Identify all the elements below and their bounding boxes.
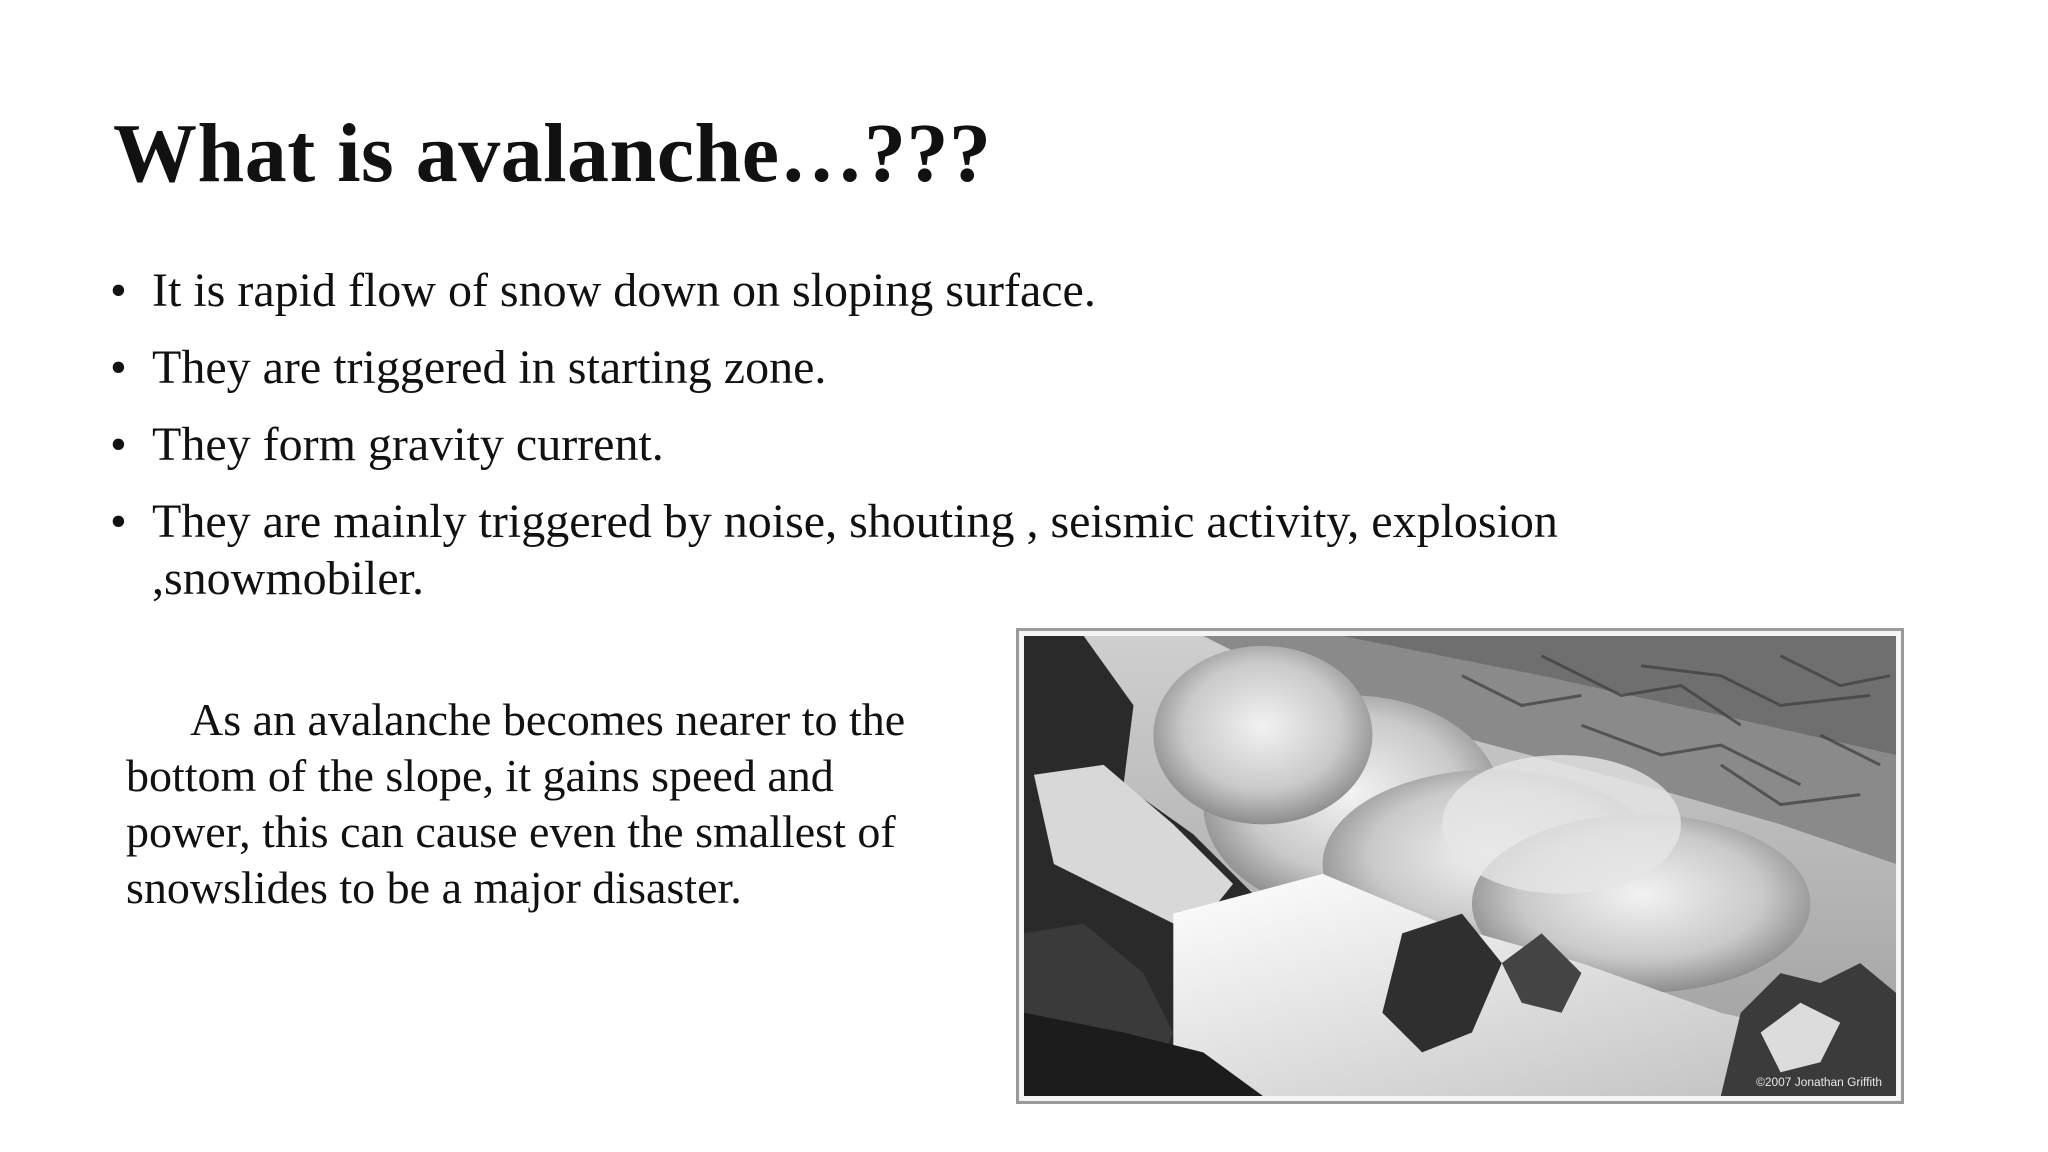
bullet-item	[110, 339, 1730, 396]
bullet-text: It is rapid flow of snow down on sloping surface.	[152, 264, 1096, 317]
bullet-icon: •	[110, 495, 127, 548]
bullet-text: They are triggered in starting zone.	[152, 341, 827, 394]
slide-title: What is avalanche…???	[113, 107, 992, 200]
bullet-item	[110, 416, 1730, 473]
bullet-icon: •	[110, 264, 127, 317]
body-paragraph: As an avalanche becomes nearer to the bottom of the slope, it gains speed and power, this can cause even the smallest of snowslides to be a major disaster.	[126, 694, 906, 913]
bullet-text: They form gravity current.	[152, 418, 664, 471]
bullet-icon: •	[110, 341, 127, 394]
bullet-icon: •	[110, 418, 127, 471]
photo-credit: ©2007 Jonathan Griffith	[1756, 1075, 1883, 1090]
avalanche-photo-illustration	[1024, 636, 1896, 1096]
bullet-item	[110, 493, 1730, 607]
bullet-text: They are mainly triggered by noise, shouting , seismic activity, explosion ,snowmobiler.	[152, 495, 1558, 605]
bullet-item	[110, 262, 1730, 319]
bullet-list	[110, 262, 1730, 627]
avalanche-photo	[1016, 628, 1904, 1104]
